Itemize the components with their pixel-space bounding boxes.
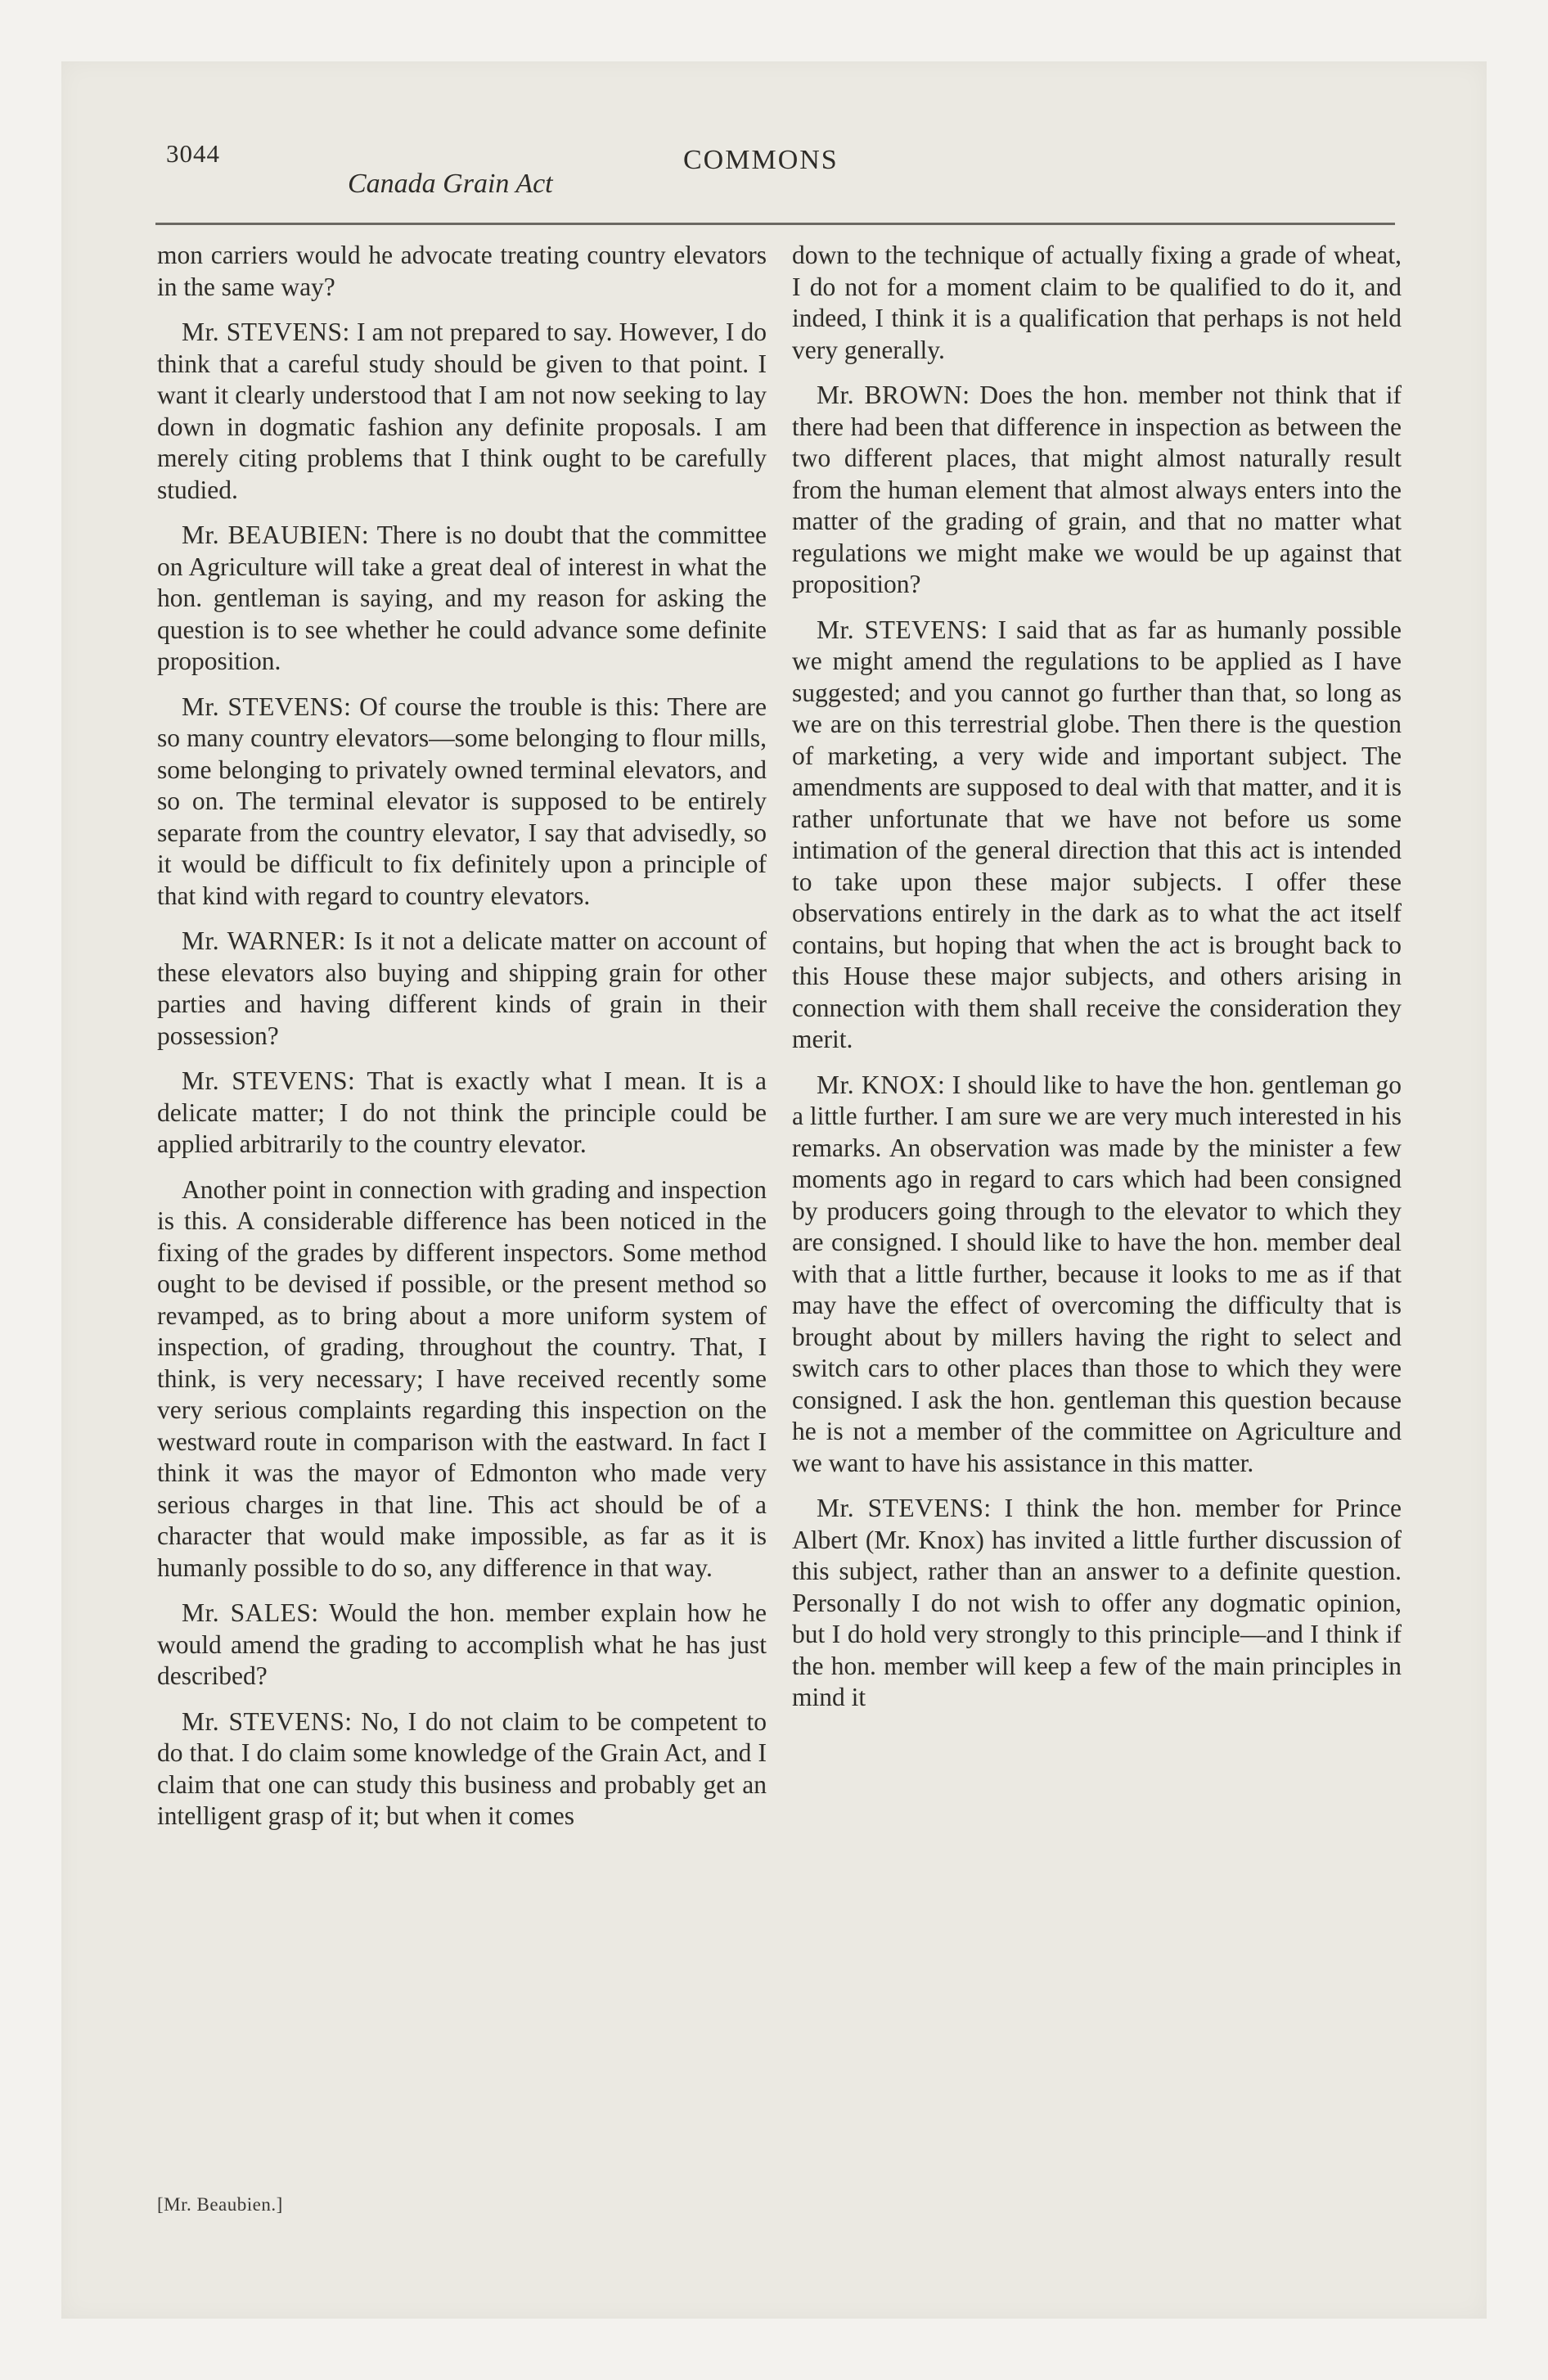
page-number: 3044 — [166, 139, 220, 168]
paragraph — [157, 240, 767, 303]
paragraph-text: Another point in connection with grading and inspection is this. A considerable difference has been noticed in the fixing of the grades by different inspectors. Some method ought to be devised if possible, or the present method so revamped, as to bring about a more uniform system of inspection, of grading, throughout the country. That, I think, is very necessary; I have received recently some very serious complaints regarding this inspection on the westward route in comparison with the eastward. In fact I think it was the mayor of Edmonton who made very serious charges in that line. This act should be of a character that would make impossible, as far as it is humanly possible to do so, any difference in that way. — [157, 1174, 767, 1582]
paragraph — [792, 1070, 1402, 1480]
page-header — [94, 139, 1432, 213]
paragraph-text: mon carriers would he advocate treating country elevators in the same way? — [157, 241, 767, 301]
paragraph — [792, 615, 1402, 1056]
speaker-name: Mr. STEVENS: — [182, 1706, 353, 1736]
paragraph — [157, 1174, 767, 1584]
speaker-reference: [Mr. Beaubien.] — [157, 2194, 283, 2215]
paragraph — [157, 1066, 767, 1161]
speaker-name: Mr. STEVENS: — [817, 1494, 992, 1522]
paragraph-text: No, I do not claim to be competent to do that. I do claim some knowledge of the Grain Act, and I claim that one can study this business and probably get an intelligent grasp of it; but when it comes — [157, 1706, 767, 1830]
running-title: Canada Grain Act — [348, 169, 553, 199]
header-rule — [155, 223, 1395, 225]
chamber-heading: COMMONS — [683, 145, 839, 175]
paragraph-text: I am not prepared to say. However, I do think that a careful study should be given to that point. I want it clearly understood that I am not now seeking to lay down in dogmatic fashion any definite proposals. I am merely citing problems that I think ought to be carefully studied. — [157, 318, 767, 504]
speaker-name: Mr. BEAUBIEN: — [182, 521, 370, 549]
left-column — [157, 240, 767, 1846]
paragraph-text: That is exactly what I mean. It is a delicate matter; I do not think the principle could be applied arbitrarily to the country elevator. — [157, 1066, 767, 1158]
paragraph-text: I think the hon. member for Prince Albert (Mr. Knox) has invited a little further discussion of this subject, rather than an answer to a definite question. Personally I do not wish to offer any dogmatic opinion, but I do hold very strongly to this principle—and I think if the hon. member will keep a few of the main principles in mind it — [792, 1494, 1402, 1711]
speaker-name: Mr. STEVENS: — [817, 615, 988, 644]
speaker-name: Mr. BROWN: — [817, 381, 970, 409]
speaker-name: Mr. KNOX: — [817, 1070, 946, 1099]
paragraph — [157, 926, 767, 1052]
paragraph-text: Does the hon. member not think that if there had been that difference in inspection as between the two different places, that might almost naturally result from the human element that almost always enters into the matter of the grading of grain, and that no matter what regulations we might make we would be up against that proposition? — [792, 381, 1402, 598]
speaker-name: Mr. STEVENS: — [182, 692, 352, 721]
paragraph-text: Is it not a delicate matter on account of these elevators also buying and shipping grain for other parties and having different kinds of grain in their possession? — [157, 926, 767, 1050]
speaker-name: Mr. SALES: — [182, 1598, 319, 1627]
paragraph — [157, 520, 767, 678]
paragraph-text: I said that as far as humanly possible we might amend the regulations to be applied as I have suggested; and you cannot go further than that, so long as we are on this terrestrial globe. Then there is the question of marketing, a very wide and important subject. The amendments are supposed to deal with that matter, and it is rather unfortunate that we have not before us some intimation of the general direction that this act is intended to take upon these major subjects. I offer these observations entirely in the dark as to what the act itself contains, but hoping that when the act is brought back to this House these major subjects, and others arising in connection with them shall receive the consideration they merit. — [792, 615, 1402, 1053]
paragraph — [792, 1493, 1402, 1714]
paragraph-text: down to the technique of actually fixing a grade of wheat, I do not for a moment claim to be qualified to do it, and indeed, I think it is a qualification that perhaps is not held very generally. — [792, 241, 1402, 364]
speaker-name: Mr. STEVENS: — [182, 318, 350, 346]
paragraph — [157, 692, 767, 913]
paragraph-text: Of course the trouble is this: There are so many country elevators—some belonging to flour mills, some belonging to privately owned terminal elevators, and so on. The terminal elevator is supposed to be entirely separate from the country elevator, I say that advisedly, so it would be difficult to fix definitely upon a principle of that kind with regard to country elevators. — [157, 692, 767, 910]
paragraph — [157, 1598, 767, 1693]
paragraph-text: Would the hon. member explain how he would amend the grading to accomplish what he has just described? — [157, 1598, 767, 1690]
paragraph — [792, 380, 1402, 601]
paragraph — [792, 240, 1402, 366]
speaker-name: Mr. WARNER: — [182, 926, 346, 955]
speaker-name: Mr. STEVENS: — [182, 1066, 356, 1095]
paragraph-text: There is no doubt that the committee on Agriculture will take a great deal of interest in what the hon. gentleman is saying, and my reason for asking the question is to see whether he could advance some definite proposition. — [157, 521, 767, 675]
paragraph — [157, 1706, 767, 1832]
paragraph — [157, 317, 767, 506]
paragraph-text: I should like to have the hon. gentleman go a little further. I am sure we are very much interested in his remarks. An observation was made by the minister a few moments ago in regard to cars which had been consigned by producers going through to the elevator to which they are consigned. I should like to have the hon. member deal with that a little further, because it looks to me as if that may have the effect of overcoming the difficulty that is brought about by millers having the right to select and switch cars to other places than those to which they were consigned. I ask the hon. gentleman this question because he is not a member of the committee on Agriculture and we want to have his assistance in this matter. — [792, 1070, 1402, 1477]
right-column — [792, 240, 1402, 1728]
